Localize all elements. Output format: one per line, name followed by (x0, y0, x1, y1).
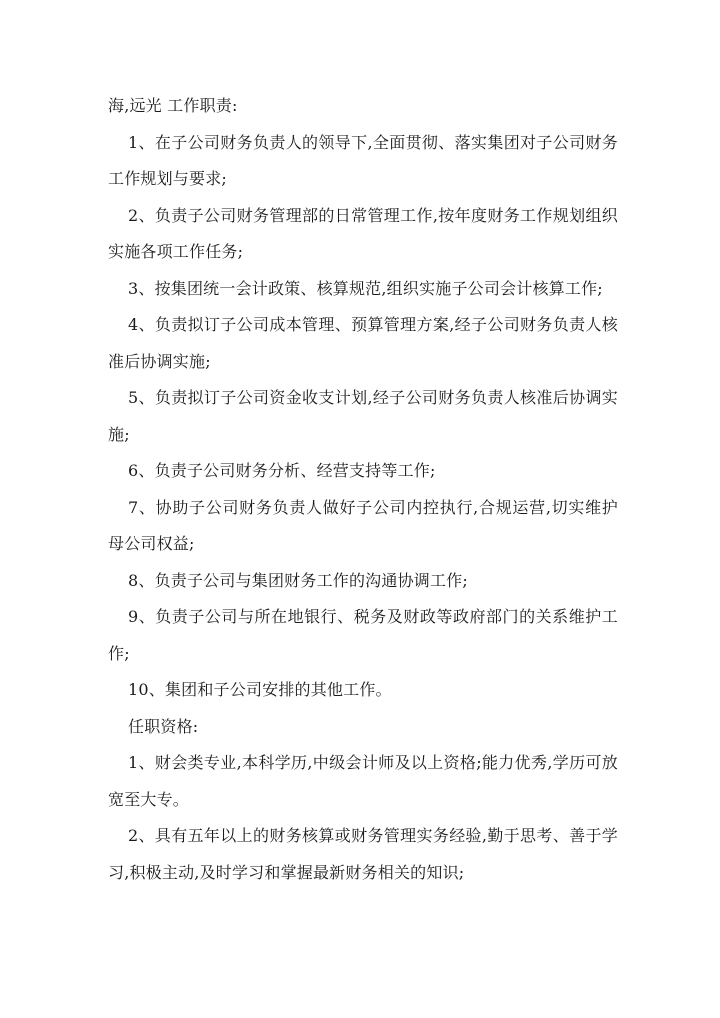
paragraph-10: 10、集团和子公司安排的其他工作。 (128, 680, 392, 699)
paragraph-2: 2、负责子公司财务管理部的日常管理工作,按年度财务工作规划组织实施各项工作任务; (108, 205, 618, 261)
paragraph-8: 8、负责子公司与集团财务工作的沟通协调工作; (128, 570, 468, 590)
paragraph-6: 6、负责子公司财务分析、经营支持等工作; (128, 461, 436, 480)
paragraph-5: 5、负责拟订子公司资金收支计划,经子公司财务负责人核准后协调实施; (108, 388, 618, 444)
section-heading-qualifications: 任职资格: (128, 716, 199, 736)
paragraph-12: 1、财会类专业,本科学历,中级会计师及以上资格;能力优秀,学历可放宽至大专。 (108, 753, 618, 809)
paragraph-0: 海,远光 工作职责: (108, 96, 238, 115)
document-body (108, 88, 618, 891)
paragraph-7: 7、协助子公司财务负责人做好子公司内控执行,合规运营,切实维护母公司权益; (108, 497, 618, 553)
paragraph-3: 3、按集团统一会计政策、核算规范,组织实施子公司会计核算工作; (128, 278, 603, 298)
paragraph-4: 4、负责拟订子公司成本管理、预算管理方案,经子公司财务负责人核准后协调实施; (108, 315, 618, 371)
paragraph-13: 2、具有五年以上的财务核算或财务管理实务经验,勤于思考、善于学习,积极主动,及时学习和掌握最新财务相关的知识; (108, 826, 618, 882)
paragraph-9: 9、负责子公司与所在地银行、税务及财政等政府部门的关系维护工作; (108, 607, 618, 663)
paragraph-1: 1、在子公司财务负责人的领导下,全面贯彻、落实集团对子公司财务工作规划与要求; (108, 132, 618, 188)
